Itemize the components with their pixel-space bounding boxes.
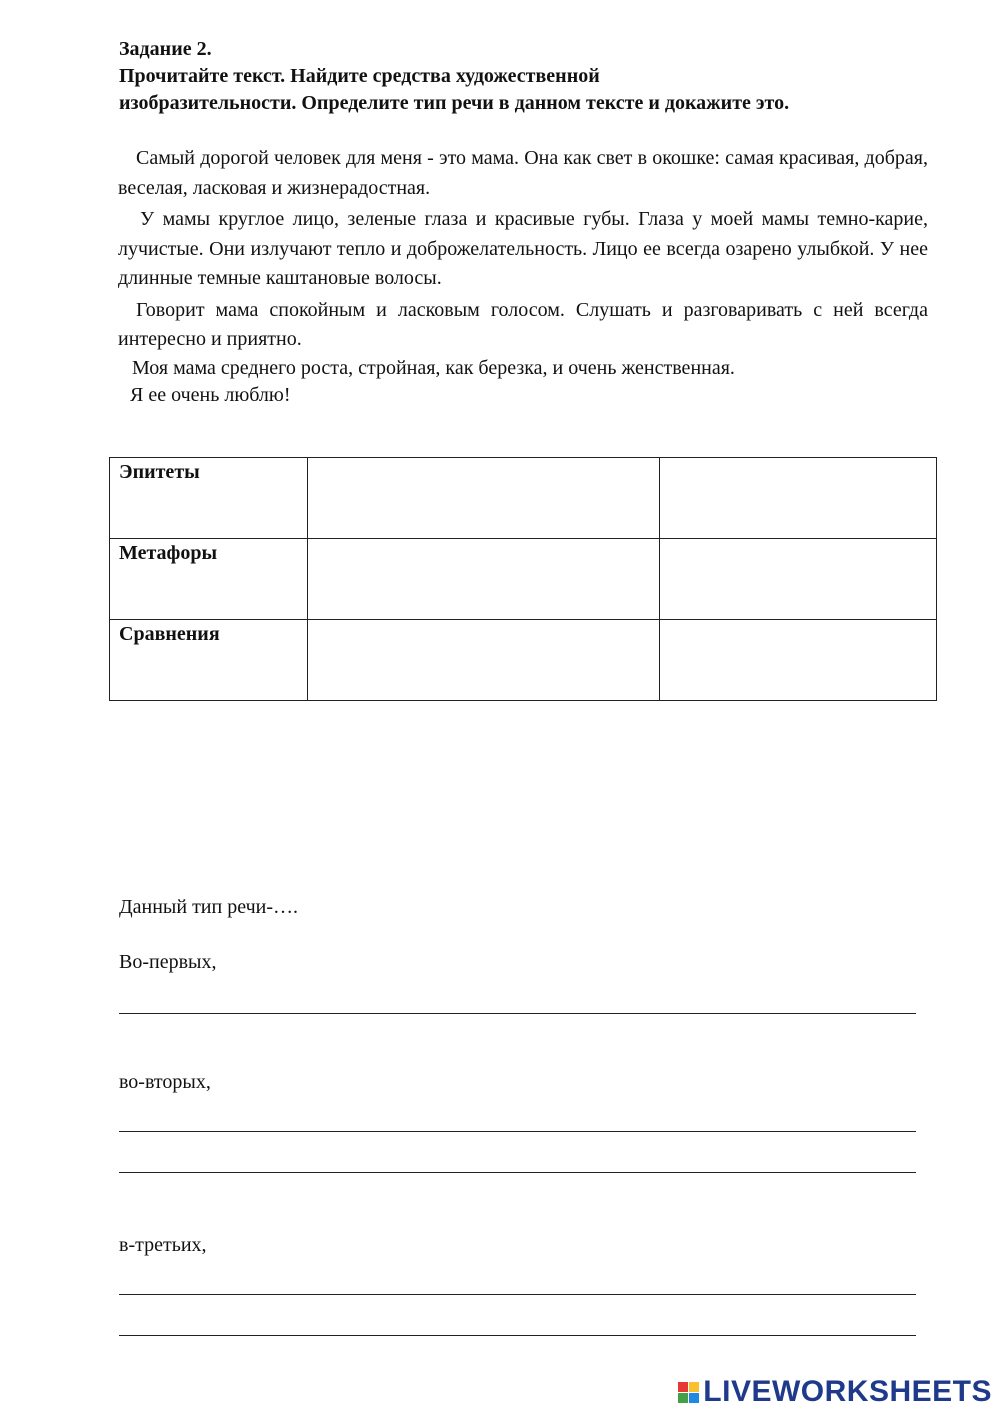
text-paragraph-4: Моя мама среднего роста, стройная, как березка, и очень женственная.	[132, 356, 735, 379]
row-label-epithets: Эпитеты	[110, 458, 308, 539]
reading-text	[118, 144, 928, 411]
text-paragraph-2: У мамы круглое лицо, зеленые глаза и красивые губы. Глаза у моей мамы темно-карие, лучистые. Они излучают тепло и доброжелательность. Лицо ее всегда озарено улыбкой. У нее длинные темные каштановые волосы.	[118, 208, 928, 289]
table-row	[110, 458, 937, 539]
answer-line[interactable]	[119, 1013, 916, 1014]
task-instruction-line-1: Прочитайте текст. Найдите средства художественной	[119, 65, 600, 87]
speech-type-prompt: Данный тип речи-….	[119, 896, 299, 918]
answer-line[interactable]	[119, 1335, 916, 1336]
brand-square	[678, 1393, 688, 1403]
brand-square	[689, 1393, 699, 1403]
third-reason-label: в-третьих,	[119, 1234, 207, 1256]
text-paragraph-1: Самый дорогой человек для меня - это мама. Она как свет в окошке: самая красивая, добрая, веселая, ласковая и жизнерадостная.	[118, 147, 928, 199]
row-label-comparisons: Сравнения	[110, 620, 308, 701]
literary-devices-table	[109, 457, 937, 701]
brand-square	[689, 1382, 699, 1392]
brand-name: LIVEWORKSHEETS	[703, 1375, 992, 1408]
text-paragraph-3: Говорит мама спокойным и ласковым голосом. Слушать и разговаривать с ней всегда интересно и приятно.	[118, 298, 928, 350]
task-instruction-line-2: изобразительности. Определите тип речи в данном тексте и докажите это.	[119, 92, 790, 114]
answer-line[interactable]	[119, 1294, 916, 1295]
answer-cell[interactable]	[660, 620, 937, 701]
table-row	[110, 620, 937, 701]
answer-cell[interactable]	[307, 539, 660, 620]
brand-square	[678, 1382, 688, 1392]
first-reason-label: Во-первых,	[119, 951, 217, 973]
answer-cell[interactable]	[660, 458, 937, 539]
answer-cell[interactable]	[307, 458, 660, 539]
answer-line[interactable]	[119, 1131, 916, 1132]
second-reason-label: во-вторых,	[119, 1071, 211, 1093]
brand-squares-icon	[678, 1382, 699, 1403]
task-title: Задание 2.	[119, 38, 212, 60]
text-paragraph-5: Я ее очень люблю!	[130, 384, 291, 406]
row-label-metaphors: Метафоры	[110, 539, 308, 620]
liveworksheets-logo	[678, 1375, 992, 1409]
answer-cell[interactable]	[660, 539, 937, 620]
task-heading	[119, 36, 939, 117]
table-row	[110, 539, 937, 620]
answer-cell[interactable]	[307, 620, 660, 701]
answer-line[interactable]	[119, 1172, 916, 1173]
